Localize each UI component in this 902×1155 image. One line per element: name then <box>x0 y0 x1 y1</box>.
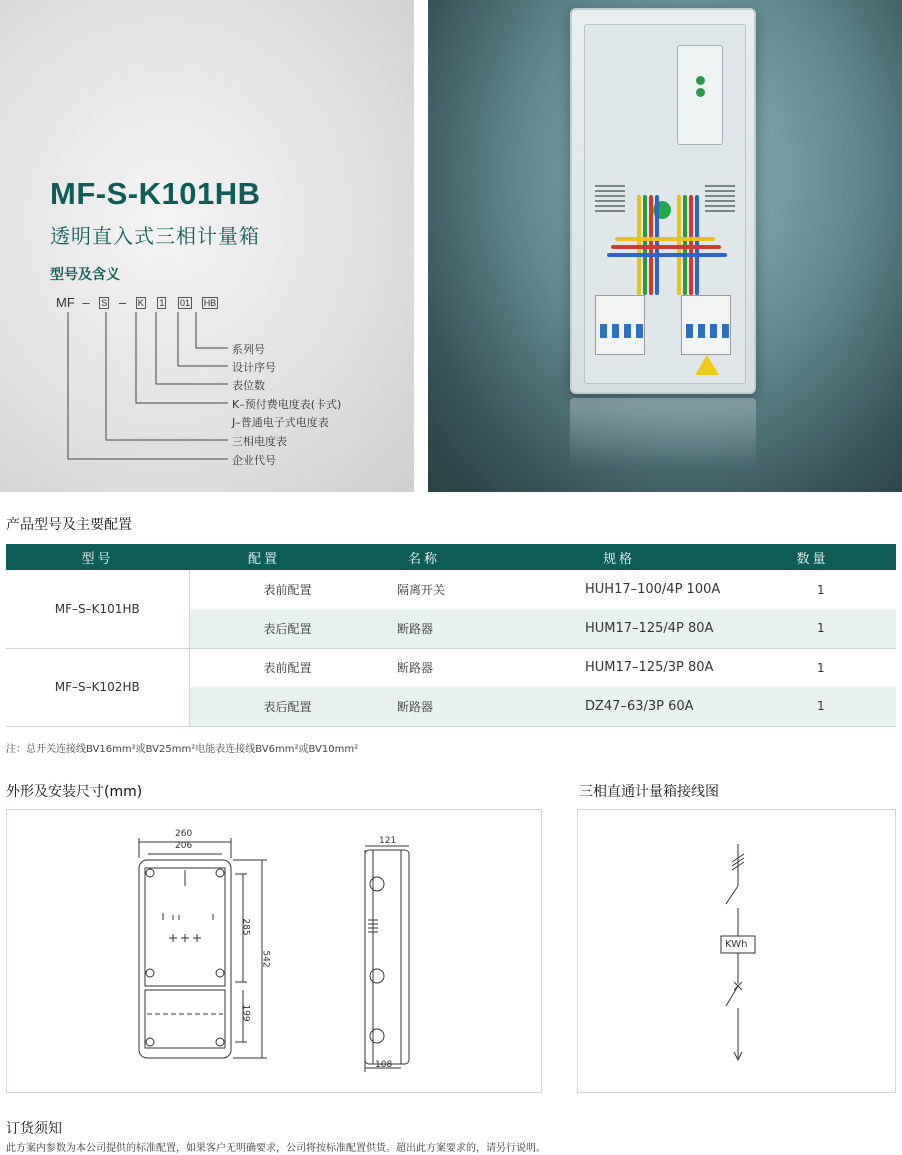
config-section-title: 产品型号及主要配置 <box>6 517 132 533</box>
breaker-right <box>681 295 731 355</box>
spec-cell: HUM17–125/3P 80A <box>509 648 729 687</box>
hero-text-panel <box>0 0 414 492</box>
dim-depth-top: 121 <box>379 836 397 846</box>
qty-cell: 1 <box>729 648 896 687</box>
code-box-01: 01 <box>180 297 191 308</box>
kwh-meter-label: KWh <box>725 939 748 950</box>
table-header-row <box>6 544 896 570</box>
meaning-k-prepaid: K–预付费电度表(卡式) <box>232 398 342 411</box>
order-notice-title: 订货须知 <box>6 1121 62 1137</box>
dim-height-lower: 199 <box>240 1004 251 1022</box>
meter-box-photo <box>570 8 756 394</box>
dimension-drawing <box>7 810 541 1092</box>
wiring-diagram-panel <box>577 809 896 1093</box>
photo-reflection <box>570 398 756 468</box>
table-row <box>6 648 896 687</box>
spec-cell: HUM17–125/4P 80A <box>509 609 729 648</box>
meaning-meter-count: 表位数 <box>232 379 265 392</box>
model-leader-lines <box>0 0 414 492</box>
name-cell: 断路器 <box>339 687 509 726</box>
wiring-diagram <box>578 810 895 1092</box>
product-subtitle: 透明直入式三相计量箱 <box>50 224 260 248</box>
meter-box-inner <box>584 24 746 384</box>
dim-width-outer: 260 <box>175 829 193 839</box>
wiring-note: 注：总开关连接线BV16mm²或BV25mm²电能表连接线BV6mm²或BV10mm² <box>6 744 359 755</box>
code-box-hb: HB <box>203 297 217 308</box>
model-meaning-heading: 型号及含义 <box>50 267 120 283</box>
meaning-company-code: 企业代号 <box>232 454 276 467</box>
table-row <box>6 570 896 609</box>
qty-cell: 1 <box>729 687 896 726</box>
product-model-title: MF-S-K101HB <box>50 176 261 211</box>
spec-cell: HUH17–100/4P 100A <box>585 582 721 597</box>
dim-depth-bottom: 108 <box>375 1060 393 1070</box>
col-model-header: 型号 <box>6 544 189 570</box>
dim-width-inner: 206 <box>175 841 193 851</box>
dim-height-upper: 285 <box>240 918 251 936</box>
config-cell: 表后配置 <box>189 609 339 648</box>
meaning-series: 系列号 <box>232 343 265 356</box>
dimensions-section-title: 外形及安装尺寸(mm) <box>6 784 143 800</box>
qty-cell: 1 <box>817 582 825 597</box>
config-cell: 表前配置 <box>263 583 312 597</box>
code-box-s: S <box>101 297 108 308</box>
model-cell: MF–S–K101HB <box>6 570 189 648</box>
code-box-k: K <box>137 297 144 308</box>
model-cell: MF–S–K102HB <box>6 648 189 726</box>
dimension-drawing-panel <box>6 809 542 1093</box>
code-dash: – <box>82 295 90 311</box>
meaning-design-seq: 设计序号 <box>232 361 276 374</box>
col-spec-header: 规格 <box>509 544 729 570</box>
code-dash: – <box>118 295 127 311</box>
meter-window <box>677 45 723 145</box>
spec-cell: DZ47–63/3P 60A <box>509 687 729 726</box>
col-qty-header: 数量 <box>729 544 896 570</box>
col-config-header: 配置 <box>189 544 339 570</box>
wiring-section-title: 三相直通计量箱接线图 <box>579 784 719 800</box>
config-table <box>6 544 896 727</box>
config-cell: 表前配置 <box>189 648 339 687</box>
code-prefix: MF <box>56 295 75 311</box>
breaker-left <box>595 295 645 355</box>
meaning-j-electronic: J–普通电子式电度表 <box>232 416 329 429</box>
col-name-header: 名称 <box>339 544 509 570</box>
dim-height-total: 542 <box>260 950 271 968</box>
qty-cell: 1 <box>729 609 896 648</box>
config-cell: 表后配置 <box>189 687 339 726</box>
name-cell: 断路器 <box>339 648 509 687</box>
code-box-1: 1 <box>159 297 165 308</box>
name-cell: 隔离开关 <box>397 583 446 597</box>
name-cell: 断路器 <box>339 609 509 648</box>
meaning-three-phase: 三相电度表 <box>232 435 287 448</box>
order-notice-text: 此方案内参数为本公司提供的标准配置，如果客户无明确要求，公司将按标准配置供货。超出此方案要求的，请另行说明。 <box>6 1143 546 1154</box>
warning-triangle-icon <box>695 355 719 375</box>
